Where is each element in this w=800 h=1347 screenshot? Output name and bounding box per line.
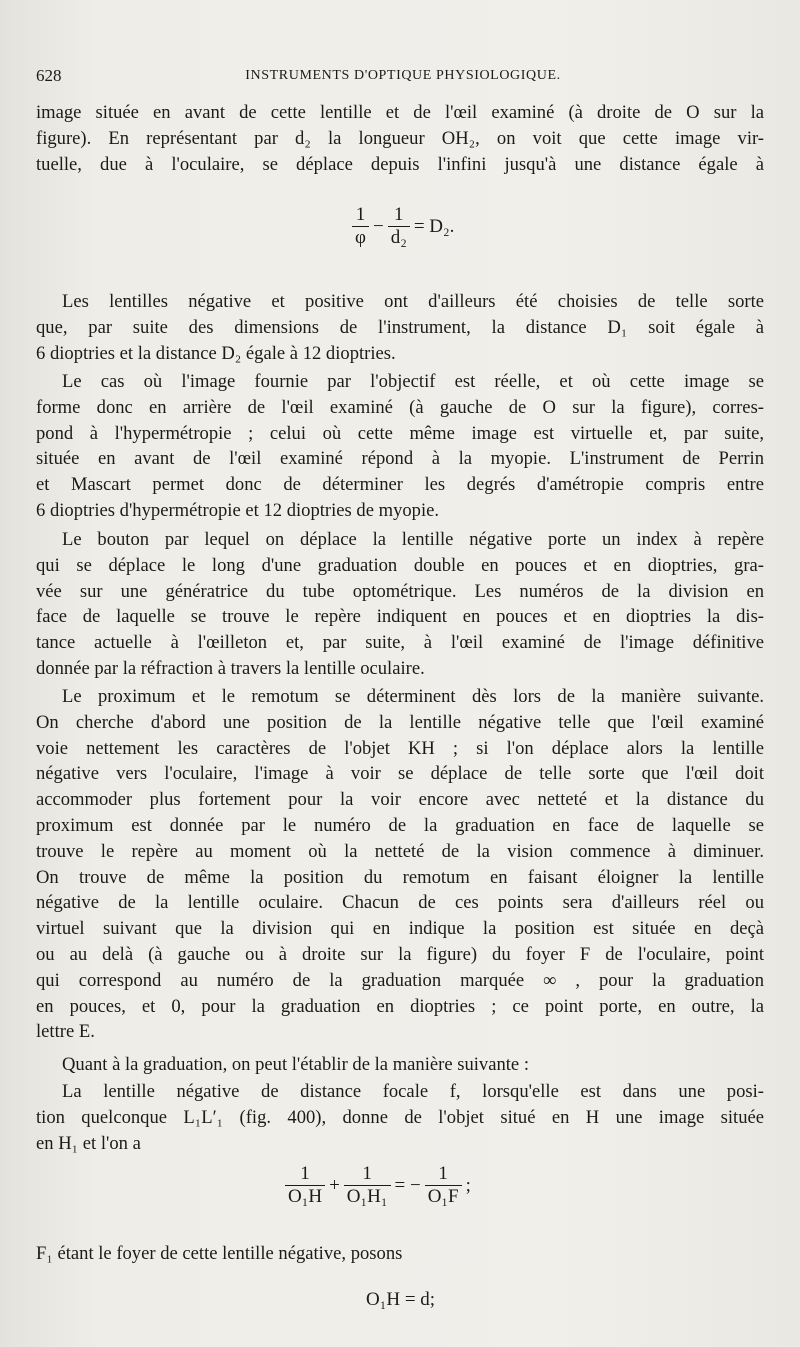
paragraph-continuation bbox=[36, 100, 764, 177]
equation-3: O₁H = d; bbox=[366, 1289, 436, 1310]
text-line: qui correspond au numéro de la graduation marquée ∞ , pour la graduation bbox=[36, 969, 764, 991]
text-line: Le bouton par lequel on déplace la lentille négative porte un index à repère bbox=[62, 529, 764, 550]
text-line: Les lentilles négative et positive ont d'ailleurs été choisies de telle sorte bbox=[62, 291, 764, 312]
equation-1: $\frac{1}{\varphi}$ − $\frac{1}{\text{d₂}}$ = D₂. bbox=[352, 204, 458, 249]
page-header bbox=[36, 66, 770, 90]
text-line: tance actuelle à l'œilleton et, par suite, à l'œil examiné de l'image définitive bbox=[36, 632, 764, 654]
paragraph bbox=[36, 369, 764, 524]
equation-2: $\frac{1}{\text{O₁H}}$ + $\frac{1}{\text{O₁H₁}}$ = − $\frac{1}{\text{O₁F}}$ ; bbox=[285, 1163, 475, 1208]
text-line: située en avant de l'œil examiné répond à la myopie. L'instrument de Perrin bbox=[36, 448, 764, 470]
text-line: donnée par la réfraction à travers la lentille oculaire. bbox=[36, 657, 425, 679]
text-line: lettre E. bbox=[36, 1021, 95, 1043]
paragraph bbox=[36, 684, 764, 1045]
running-title: INSTRUMENTS D'OPTIQUE PHYSIOLOGIQUE. bbox=[245, 68, 561, 83]
text-line: en pouces, et 0, pour la graduation en dioptries ; ce point porte, en outre, la bbox=[36, 995, 764, 1017]
text-line: pond à l'hypermétropie ; celui où cette même image est virtuelle et, par suite, bbox=[36, 422, 764, 444]
text-line: que, par suite des dimensions de l'instrument, la distance D₁ soit égale à bbox=[36, 316, 764, 338]
text-line: trouve le repère au moment où la netteté de la vision commence à diminuer. bbox=[36, 840, 764, 862]
text-line: On trouve de même la position du remotum en faisant éloigner la lentille bbox=[36, 866, 764, 888]
text-line: figure). En représentant par d₂ la longueur OH₂, on voit que cette image vir- bbox=[36, 127, 764, 149]
text-line: tuelle, due à l'oculaire, se déplace depuis l'infini jusqu'à une distance égale à bbox=[36, 153, 764, 175]
text-line: négative de la lentille oculaire. Chacun de ces points sera d'ailleurs réel ou bbox=[36, 892, 764, 914]
paragraph bbox=[36, 1241, 764, 1267]
page-number: 628 bbox=[36, 66, 62, 85]
paragraph bbox=[36, 527, 764, 682]
text-line: négative vers l'oculaire, l'image à voir se déplace de telle sorte que l'œil doit bbox=[36, 763, 764, 785]
text-line: accommoder plus fortement pour la voir encore avec netteté et la distance du bbox=[36, 789, 764, 811]
fraction: $\frac{1}{\text{d₂}}$ bbox=[388, 204, 410, 249]
text-line: qui se déplace le long d'une graduation double en pouces et en dioptries, gra- bbox=[36, 554, 764, 576]
text-line: F₁ étant le foyer de cette lentille négative, posons bbox=[36, 1243, 403, 1264]
fraction: $\frac{1}{\text{O₁H₁}}$ bbox=[344, 1163, 391, 1208]
text-line: Quant à la graduation, on peut l'établir de la manière suivante : bbox=[62, 1054, 529, 1075]
text-line: virtuel suivant que la division qui en indique la position est située en deçà bbox=[36, 918, 764, 940]
text-line: On cherche d'abord une position de la lentille négative telle que l'œil examiné bbox=[36, 711, 764, 733]
fraction: $\frac{1}{\varphi}$ bbox=[352, 204, 369, 249]
text-line: image située en avant de cette lentille et de l'œil examiné (à droite de O sur la bbox=[36, 102, 764, 123]
text-line: en H₁ et l'on a bbox=[36, 1132, 141, 1154]
paragraph bbox=[36, 1052, 764, 1078]
text-line: ou au delà (à gauche ou à droite sur la figure) du foyer F de l'oculaire, point bbox=[36, 943, 764, 965]
text-line: vée sur une génératrice du tube optométrique. Les numéros de la division en bbox=[36, 580, 764, 602]
text-line: Le cas où l'image fournie par l'objectif est réelle, et où cette image se bbox=[62, 371, 764, 392]
paragraph bbox=[36, 289, 764, 366]
text-line: La lentille négative de distance focale f, lorsqu'elle est dans une posi- bbox=[62, 1081, 764, 1102]
text-line: 6 dioptries et la distance D₂ égale à 12 dioptries. bbox=[36, 342, 396, 364]
fraction: $\frac{1}{\text{O₁F}}$ bbox=[425, 1163, 462, 1208]
text-line: et Mascart permet donc de déterminer les degrés d'amétropie compris entre bbox=[36, 474, 764, 496]
text-line: voie nettement les caractères de l'objet KH ; si l'on déplace alors la lentille bbox=[36, 737, 764, 759]
paragraph bbox=[36, 1079, 764, 1156]
text-line: forme donc en arrière de l'œil examiné (à gauche de O sur la figure), corres- bbox=[36, 396, 764, 418]
text-line: face de laquelle se trouve le repère indiquent en pouces et en dioptries la dis- bbox=[36, 606, 764, 628]
text-line: Le proximum et le remotum se déterminent dès lors de la manière suivante. bbox=[62, 686, 764, 707]
text-line: proximum est donnée par le numéro de la graduation en face de laquelle se bbox=[36, 814, 764, 836]
text-line: 6 dioptries d'hypermétropie et 12 dioptries de myopie. bbox=[36, 499, 440, 521]
text-line: tion quelconque L₁L′₁ (fig. 400), donne de l'objet situé en H une image située bbox=[36, 1106, 764, 1128]
fraction: $\frac{1}{\text{O₁H}}$ bbox=[285, 1163, 325, 1208]
